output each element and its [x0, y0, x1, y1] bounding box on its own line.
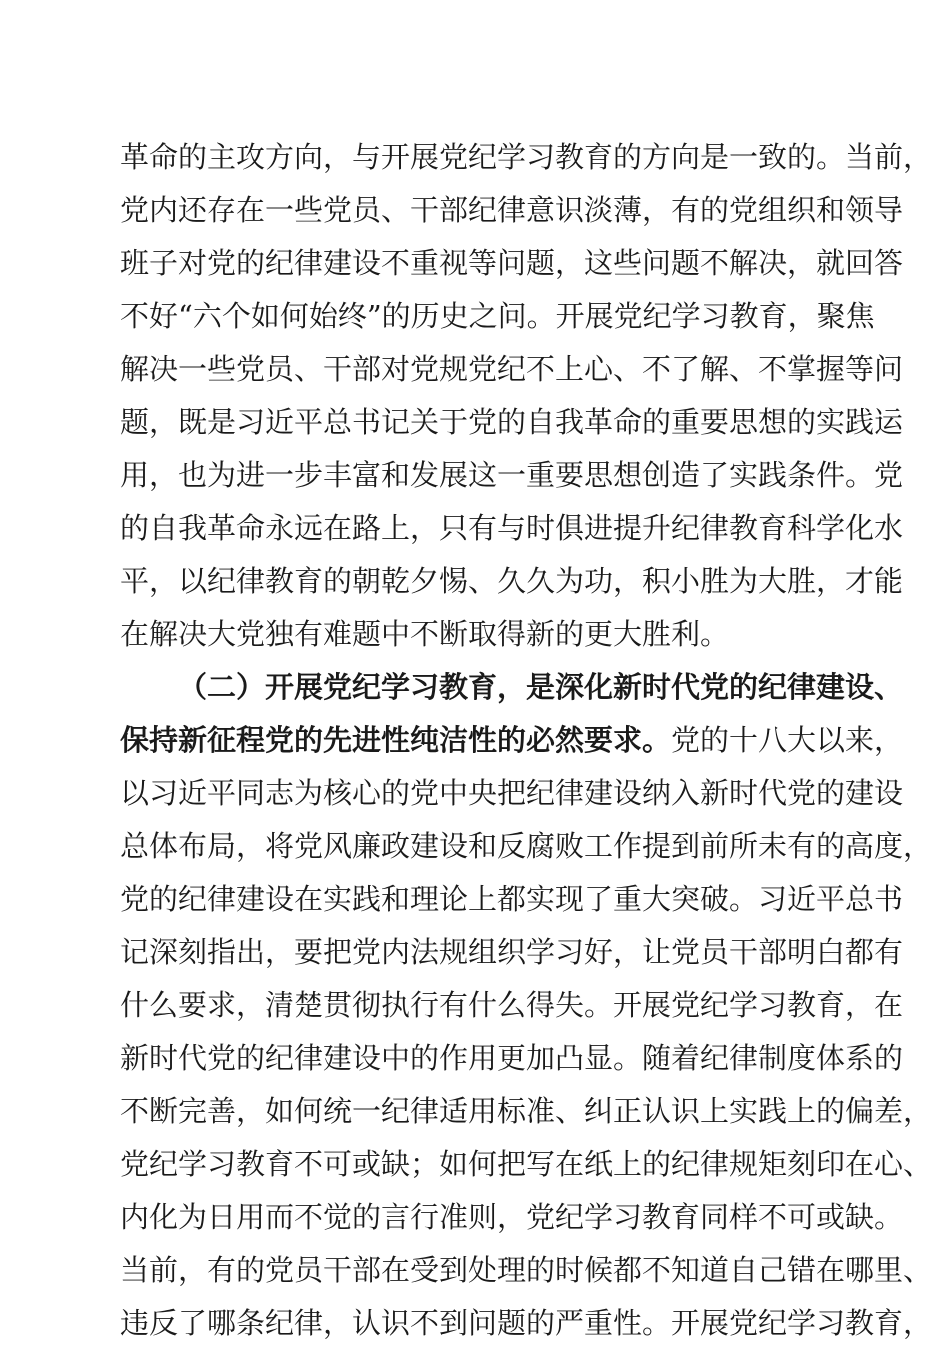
paragraph-1-line: 在解决大党独有难题中不断取得新的更大胜利。: [120, 617, 730, 651]
paragraph-2-line: 总体布局，将党风廉政建设和反腐败工作提到前所未有的高度，: [120, 829, 933, 863]
paragraph-2-line: 新时代党的纪律建设中的作用更加凸显。随着纪律制度体系的: [120, 1041, 904, 1075]
paragraph-2-line: 不断完善，如何统一纪律适用标准、纠正认识上实践上的偏差，: [120, 1094, 933, 1128]
paragraph-1-line: 平，以纪律教育的朝乾夕惕、久久为功，积小胜为大胜，才能: [120, 564, 904, 598]
paragraph-2-line: 违反了哪条纪律，认识不到问题的严重性。开展党纪学习教育，: [120, 1306, 933, 1340]
paragraph-2-line: 内化为日用而不觉的言行准则，党纪学习教育同样不可或缺。: [120, 1200, 904, 1234]
paragraph-1-line: 题，既是习近平总书记关于党的自我革命的重要思想的实践运: [120, 405, 904, 439]
paragraph-2-line: 党纪学习教育不可或缺；如何把写在纸上的纪律规矩刻印在心、: [120, 1147, 933, 1181]
section-heading-continuation: [120, 717, 904, 763]
paragraph-2-line: 以习近平同志为核心的党中央把纪律建设纳入新时代党的建设: [120, 776, 904, 810]
paragraph-1-line: 党内还存在一些党员、干部纪律意识淡薄，有的党组织和领导: [120, 193, 904, 227]
section-heading: （二）开展党纪学习教育，是深化新时代党的纪律建设、: [178, 670, 904, 704]
paragraph-1-line: 不好“六个如何始终”的历史之问。开展党纪学习教育，聚焦: [120, 299, 875, 333]
paragraph-2-lead: 党的十八大以来，: [671, 723, 904, 757]
section-heading-bold-tail: 保持新征程党的先进性纯洁性的必然要求。: [120, 723, 672, 757]
paragraph-2-line: 记深刻指出，要把党内法规组织学习好，让党员干部明白都有: [120, 935, 904, 969]
paragraph-1-line: 班子对党的纪律建设不重视等问题，这些问题不解决，就回答: [120, 246, 904, 280]
paragraph-1-line: 革命的主攻方向，与开展党纪学习教育的方向是一致的。当前，: [120, 140, 933, 174]
paragraph-2-line: 当前，有的党员干部在受到处理的时候都不知道自己错在哪里、: [120, 1253, 933, 1287]
paragraph-1-line: 解决一些党员、干部对党规党纪不上心、不了解、不掌握等问: [120, 352, 904, 386]
paragraph-1-line: 的自我革命永远在路上，只有与时俱进提升纪律教育科学化水: [120, 511, 904, 545]
paragraph-1-line: 用，也为进一步丰富和发展这一重要思想创造了实践条件。党: [120, 458, 904, 492]
paragraph-2-line: 什么要求，清楚贯彻执行有什么得失。开展党纪学习教育，在: [120, 988, 904, 1022]
paragraph-2-line: 党的纪律建设在实践和理论上都实现了重大突破。习近平总书: [120, 882, 904, 916]
